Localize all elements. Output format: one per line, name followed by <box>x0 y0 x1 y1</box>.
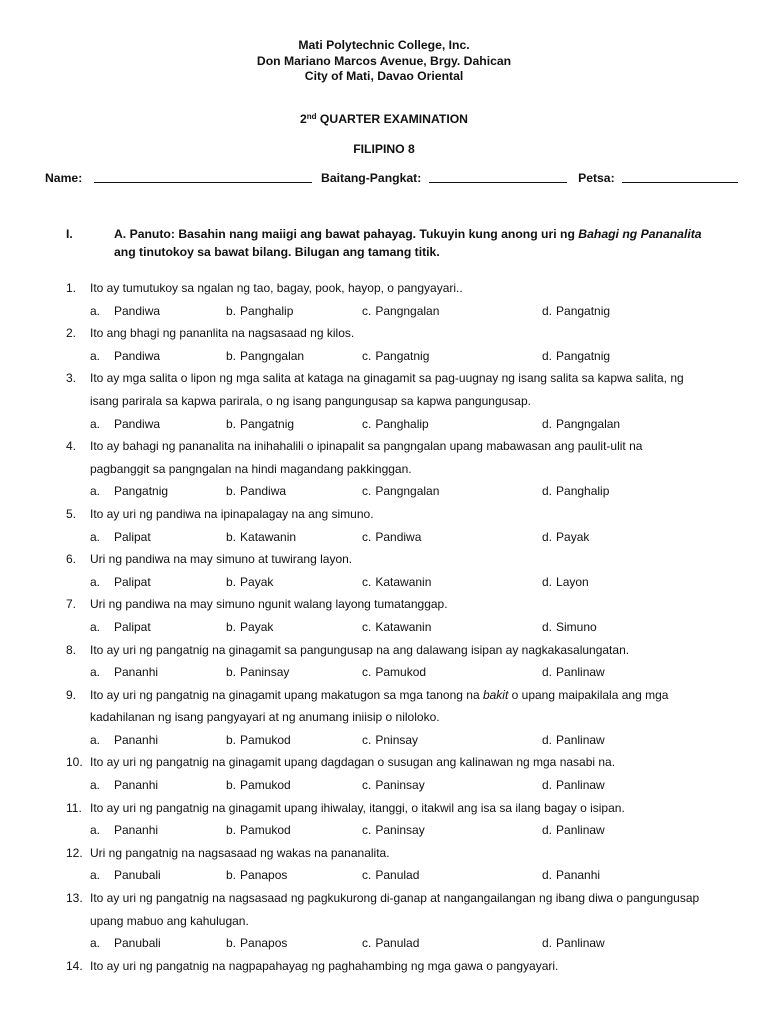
option-letter: c. <box>362 529 372 544</box>
answer-option[interactable] <box>90 774 158 797</box>
answer-option[interactable] <box>90 413 160 436</box>
option-text: Payak <box>240 574 274 589</box>
answer-option[interactable] <box>226 571 273 594</box>
option-text: Pninsay <box>375 732 419 747</box>
answer-option[interactable] <box>226 661 289 684</box>
answer-option[interactable] <box>226 616 273 639</box>
option-letter: a. <box>90 868 101 883</box>
option-letter: d. <box>542 936 553 951</box>
option-letter: c. <box>362 619 372 634</box>
option-letter: c. <box>362 778 372 793</box>
option-text: Pangatnig <box>114 484 169 499</box>
question-text: Ito ay uri ng pandiwa na ipinapalagay na ang simuno. <box>90 506 374 521</box>
option-text: Pananhi <box>114 732 159 747</box>
option-letter: b. <box>226 574 237 589</box>
question-2 <box>66 322 726 345</box>
option-text: Paninsay <box>375 823 425 838</box>
answer-options <box>66 345 726 368</box>
option-text: Panapos <box>240 936 288 951</box>
answer-options <box>66 661 726 684</box>
question-number: 13. <box>66 891 83 906</box>
question-number: 3. <box>66 371 77 386</box>
option-text: Pananhi <box>114 778 159 793</box>
question-number: 1. <box>66 281 77 295</box>
option-text: Panghalip <box>375 416 429 431</box>
answer-option[interactable] <box>226 300 293 323</box>
option-letter: b. <box>226 868 237 883</box>
answer-option[interactable] <box>226 480 286 503</box>
option-text: Katawanin <box>375 619 432 634</box>
question-text-emphasis: bakit <box>482 687 509 702</box>
option-letter: c. <box>362 484 372 499</box>
option-text: Pandiwa <box>114 303 161 318</box>
question-text: Uri ng pangatnig na nagsasaad ng wakas na pananalita. <box>90 845 390 860</box>
question-text: Ito ay mga salita o lipon ng mga salita at kataga na ginagamit sa pag-uugnay ng isang salita sa kapwa salita, ng <box>90 371 684 386</box>
answer-option[interactable] <box>542 345 610 368</box>
option-text: Pandiwa <box>240 484 287 499</box>
option-letter: a. <box>90 778 101 793</box>
option-letter: a. <box>90 619 101 634</box>
question-4 <box>66 435 726 480</box>
answer-option[interactable] <box>90 526 151 549</box>
option-letter: a. <box>90 416 101 431</box>
option-letter: d. <box>542 619 553 634</box>
option-letter: a. <box>90 529 101 544</box>
grade-blank[interactable] <box>429 170 567 183</box>
answer-option[interactable] <box>226 345 304 368</box>
option-letter: a. <box>90 574 101 589</box>
question-text: Ito ay uri ng pangatnig na ginagamit upang dagdagan o susugan ang kalinawan ng mga nasabi na. <box>90 755 616 770</box>
question-number: 7. <box>66 597 77 612</box>
answer-option[interactable] <box>542 661 605 684</box>
question-12 <box>66 842 726 865</box>
answer-option[interactable] <box>362 864 419 887</box>
question-text: Ito ay uri ng pangatnig na ginagamit sa pangungusap na ang dalawang isipan ay nagkakasalungatan. <box>90 642 630 657</box>
student-info-row <box>45 170 725 185</box>
option-text: Pangatnig <box>556 348 611 363</box>
question-8 <box>66 639 726 662</box>
answer-option[interactable] <box>226 526 296 549</box>
section-number: I. <box>66 227 73 241</box>
answer-options <box>66 819 726 842</box>
option-text: Pangngalan <box>375 484 440 499</box>
option-text: Paninsay <box>375 778 425 793</box>
answer-options <box>66 616 726 639</box>
question-text: Uri ng pandiwa na may simuno at tuwirang layon. <box>90 552 353 567</box>
option-text: Panubali <box>114 936 161 951</box>
option-text: Pamukod <box>375 665 427 680</box>
answer-option[interactable] <box>542 300 610 323</box>
option-letter: d. <box>542 484 553 499</box>
question-number: 9. <box>66 687 77 702</box>
option-text: Payak <box>240 619 274 634</box>
answer-options <box>66 526 726 549</box>
question-number: 11. <box>66 800 82 815</box>
answer-option[interactable] <box>362 526 421 549</box>
option-letter: b. <box>226 619 237 634</box>
name-label: Name: <box>45 171 83 185</box>
question-6 <box>66 548 726 571</box>
option-letter: c. <box>362 303 372 318</box>
answer-options <box>66 729 726 752</box>
answer-option[interactable] <box>90 345 160 368</box>
option-letter: a. <box>90 823 101 838</box>
question-text: Ito ay bahagi ng pananalita na inihahalili o ipinapalit sa pangngalan upang mabawasan ang paulit-ulit na <box>90 439 643 454</box>
option-text: Paninsay <box>240 665 290 680</box>
option-letter: b. <box>226 484 237 499</box>
option-text: Palipat <box>114 529 151 544</box>
answer-option[interactable] <box>542 616 597 639</box>
question-text: Ito ay uri ng pangatnig na ginagamit upang ihiwalay, itanggi, o itakwil ang isa sa ilang bagay o isipan. <box>90 800 625 815</box>
answer-option[interactable] <box>226 413 294 436</box>
instruction-text-2: ang tinutokoy sa bawat bilang. Bilugan ang tamang titik. <box>114 245 440 259</box>
question-number: 4. <box>66 439 77 454</box>
answer-option[interactable] <box>90 932 161 955</box>
option-letter: c. <box>362 416 372 431</box>
question-text-continued: isang parirala sa kapwa parirala, o ng isang pangungusap sa kapwa pangungusap. <box>90 393 531 408</box>
question-text: Uri ng pandiwa na may simuno ngunit walang layong tumatanggap. <box>90 597 448 612</box>
option-text: Panubali <box>114 868 161 883</box>
answer-option[interactable] <box>362 345 429 368</box>
question-text-after: o upang maipakilala ang mga <box>508 687 669 702</box>
answer-option[interactable] <box>542 864 600 887</box>
option-letter: b. <box>226 303 237 318</box>
answer-options <box>66 774 726 797</box>
option-letter: d. <box>542 348 553 363</box>
option-letter: a. <box>90 665 101 680</box>
exam-title-text: QUARTER EXAMINATION <box>316 112 468 126</box>
answer-options <box>66 413 726 436</box>
option-letter: b. <box>226 778 237 793</box>
exam-title <box>0 112 768 126</box>
option-text: Panghalip <box>240 303 294 318</box>
option-letter: d. <box>542 416 553 431</box>
question-number: 6. <box>66 552 77 567</box>
option-text: Simuno <box>556 619 597 634</box>
answer-option[interactable] <box>542 819 605 842</box>
option-text: Pananhi <box>114 665 159 680</box>
option-text: Katawanin <box>375 574 432 589</box>
answer-options <box>66 480 726 503</box>
answer-options <box>66 571 726 594</box>
option-letter: d. <box>542 665 553 680</box>
option-text: Payak <box>556 529 590 544</box>
answer-option[interactable] <box>90 819 158 842</box>
instruction-emphasis: Bahagi ng Pananalita <box>578 227 702 241</box>
answer-option[interactable] <box>542 729 605 752</box>
answer-option[interactable] <box>90 661 158 684</box>
option-text: Panlinaw <box>556 665 605 680</box>
option-letter: d. <box>542 823 553 838</box>
answer-option[interactable] <box>90 480 168 503</box>
option-text: Pananhi <box>556 868 601 883</box>
option-text: Panlinaw <box>556 732 605 747</box>
answer-option[interactable] <box>362 413 429 436</box>
question-number: 8. <box>66 642 77 657</box>
question-13 <box>66 887 726 932</box>
question-3 <box>66 367 726 412</box>
question-number: 10. <box>66 755 83 770</box>
option-text: Panlinaw <box>556 823 605 838</box>
option-letter: c. <box>362 823 372 838</box>
question-number: 5. <box>66 506 77 521</box>
option-letter: c. <box>362 665 372 680</box>
date-label: Petsa: <box>578 171 615 185</box>
option-text: Pangatnig <box>240 416 295 431</box>
option-text: Panulad <box>375 936 420 951</box>
answer-option[interactable] <box>362 661 426 684</box>
option-text: Pangngalan <box>556 416 621 431</box>
option-text: Pangngalan <box>375 303 440 318</box>
option-letter: c. <box>362 732 372 747</box>
grade-label: Baitang-Pangkat: <box>321 171 422 185</box>
answer-option[interactable] <box>542 480 609 503</box>
question-text-continued: kadahilanan ng isang pangyayari at ng anumang iniisip o niloloko. <box>90 710 440 725</box>
answer-options <box>66 864 726 887</box>
option-letter: d. <box>542 574 553 589</box>
question-text: Ito ang bhagi ng pananlita na nagsasaad ng kilos. <box>90 326 355 341</box>
answer-option[interactable] <box>362 819 425 842</box>
option-letter: c. <box>362 868 372 883</box>
answer-option[interactable] <box>362 300 439 323</box>
option-text: Pamukod <box>240 778 291 793</box>
option-letter: b. <box>226 416 237 431</box>
answer-option[interactable] <box>90 616 151 639</box>
option-text: Pamukod <box>240 823 291 838</box>
option-letter: c. <box>362 348 372 363</box>
option-text: Panulad <box>375 868 420 883</box>
answer-option[interactable] <box>226 729 291 752</box>
option-letter: d. <box>542 529 553 544</box>
question-14 <box>66 955 726 978</box>
option-letter: b. <box>226 665 237 680</box>
answer-options <box>66 300 726 323</box>
option-text: Pananhi <box>114 823 159 838</box>
question-5 <box>66 503 726 526</box>
option-text: Panapos <box>240 868 288 883</box>
question-text-continued: pagbanggit sa pangngalan na hindi magandang pakkinggan. <box>90 461 412 476</box>
school-header <box>0 38 768 85</box>
option-text: Pangatnig <box>556 303 611 318</box>
option-letter: d. <box>542 732 553 747</box>
answer-option[interactable] <box>90 864 161 887</box>
exam-ordinal: 2 <box>299 112 307 126</box>
answer-option[interactable] <box>226 864 287 887</box>
option-letter: d. <box>542 778 553 793</box>
answer-option[interactable] <box>362 571 431 594</box>
option-letter: b. <box>226 936 237 951</box>
option-text: Panghalip <box>556 484 610 499</box>
answer-option[interactable] <box>542 932 605 955</box>
question-number: 14. <box>66 958 83 973</box>
question-text-continued: upang mabuo ang kahulugan. <box>90 913 249 928</box>
answer-option[interactable] <box>362 774 425 797</box>
exam-ordinal-suffix: nd <box>306 112 317 121</box>
answer-options <box>66 932 726 955</box>
answer-option[interactable] <box>90 729 158 752</box>
instruction-text: A. Panuto: Basahin nang maiigi ang bawat pahayag. Tukuyin kung anong uri ng <box>114 227 579 241</box>
question-text: Ito ay tumutukoy sa ngalan ng tao, bagay, pook, hayop, o pangyayari.. <box>90 281 463 295</box>
question-7 <box>66 593 726 616</box>
question-text: Ito ay uri ng pangatnig na nagpapahayag ng paghahambing ng mga gawa o pangyayari. <box>90 958 559 973</box>
section-instructions <box>66 225 726 261</box>
option-text: Katawanin <box>240 529 297 544</box>
option-text: Pandiwa <box>114 348 161 363</box>
answer-option[interactable] <box>542 774 605 797</box>
option-text: Pandiwa <box>375 529 422 544</box>
question-list <box>66 277 726 977</box>
option-letter: b. <box>226 529 237 544</box>
option-letter: a. <box>90 348 101 363</box>
option-letter: b. <box>226 348 237 363</box>
answer-option[interactable] <box>90 571 151 594</box>
option-letter: c. <box>362 936 372 951</box>
option-letter: d. <box>542 868 553 883</box>
question-number: 2. <box>66 326 77 341</box>
option-letter: d. <box>542 303 553 318</box>
option-text: Palipat <box>114 574 151 589</box>
option-letter: a. <box>90 303 101 318</box>
answer-option[interactable] <box>90 300 160 323</box>
question-11 <box>66 797 726 820</box>
option-text: Pamukod <box>240 732 291 747</box>
option-letter: c. <box>362 574 372 589</box>
option-letter: a. <box>90 484 101 499</box>
question-number: 12. <box>66 845 83 860</box>
option-letter: b. <box>226 823 237 838</box>
answer-option[interactable] <box>542 413 620 436</box>
option-letter: a. <box>90 936 101 951</box>
answer-option[interactable] <box>362 729 418 752</box>
question-text: Ito ay uri ng pangatnig na ginagamit upang makatugon sa mga tanong na <box>90 687 483 702</box>
answer-option[interactable] <box>362 616 431 639</box>
option-text: Panlinaw <box>556 778 605 793</box>
school-city: City of Mati, Davao Oriental <box>304 69 464 83</box>
subject-title: FILIPINO 8 <box>353 142 415 156</box>
option-text: Palipat <box>114 619 151 634</box>
question-1 <box>66 277 726 300</box>
question-text: Ito ay uri ng pangatnig na nagsasaad ng pagkukurong di-ganap at nangangailangan ng ibang diwa o pangungusap <box>90 891 700 906</box>
answer-option[interactable] <box>542 526 589 549</box>
option-text: Panlinaw <box>556 936 605 951</box>
name-blank[interactable] <box>94 170 312 183</box>
answer-option[interactable] <box>226 932 287 955</box>
option-letter: a. <box>90 732 101 747</box>
answer-option[interactable] <box>362 480 439 503</box>
answer-option[interactable] <box>226 819 291 842</box>
question-9 <box>66 684 726 729</box>
option-text: Pangngalan <box>240 348 305 363</box>
option-text: Layon <box>556 574 589 589</box>
option-letter: b. <box>226 732 237 747</box>
option-text: Pangatnig <box>375 348 430 363</box>
answer-option[interactable] <box>362 932 419 955</box>
question-10 <box>66 751 726 774</box>
answer-option[interactable] <box>542 571 589 594</box>
answer-option[interactable] <box>226 774 291 797</box>
date-blank[interactable] <box>622 170 738 183</box>
school-address: Don Mariano Marcos Avenue, Brgy. Dahican <box>256 53 512 68</box>
school-name: Mati Polytechnic College, Inc. <box>298 38 470 52</box>
option-text: Pandiwa <box>114 416 161 431</box>
